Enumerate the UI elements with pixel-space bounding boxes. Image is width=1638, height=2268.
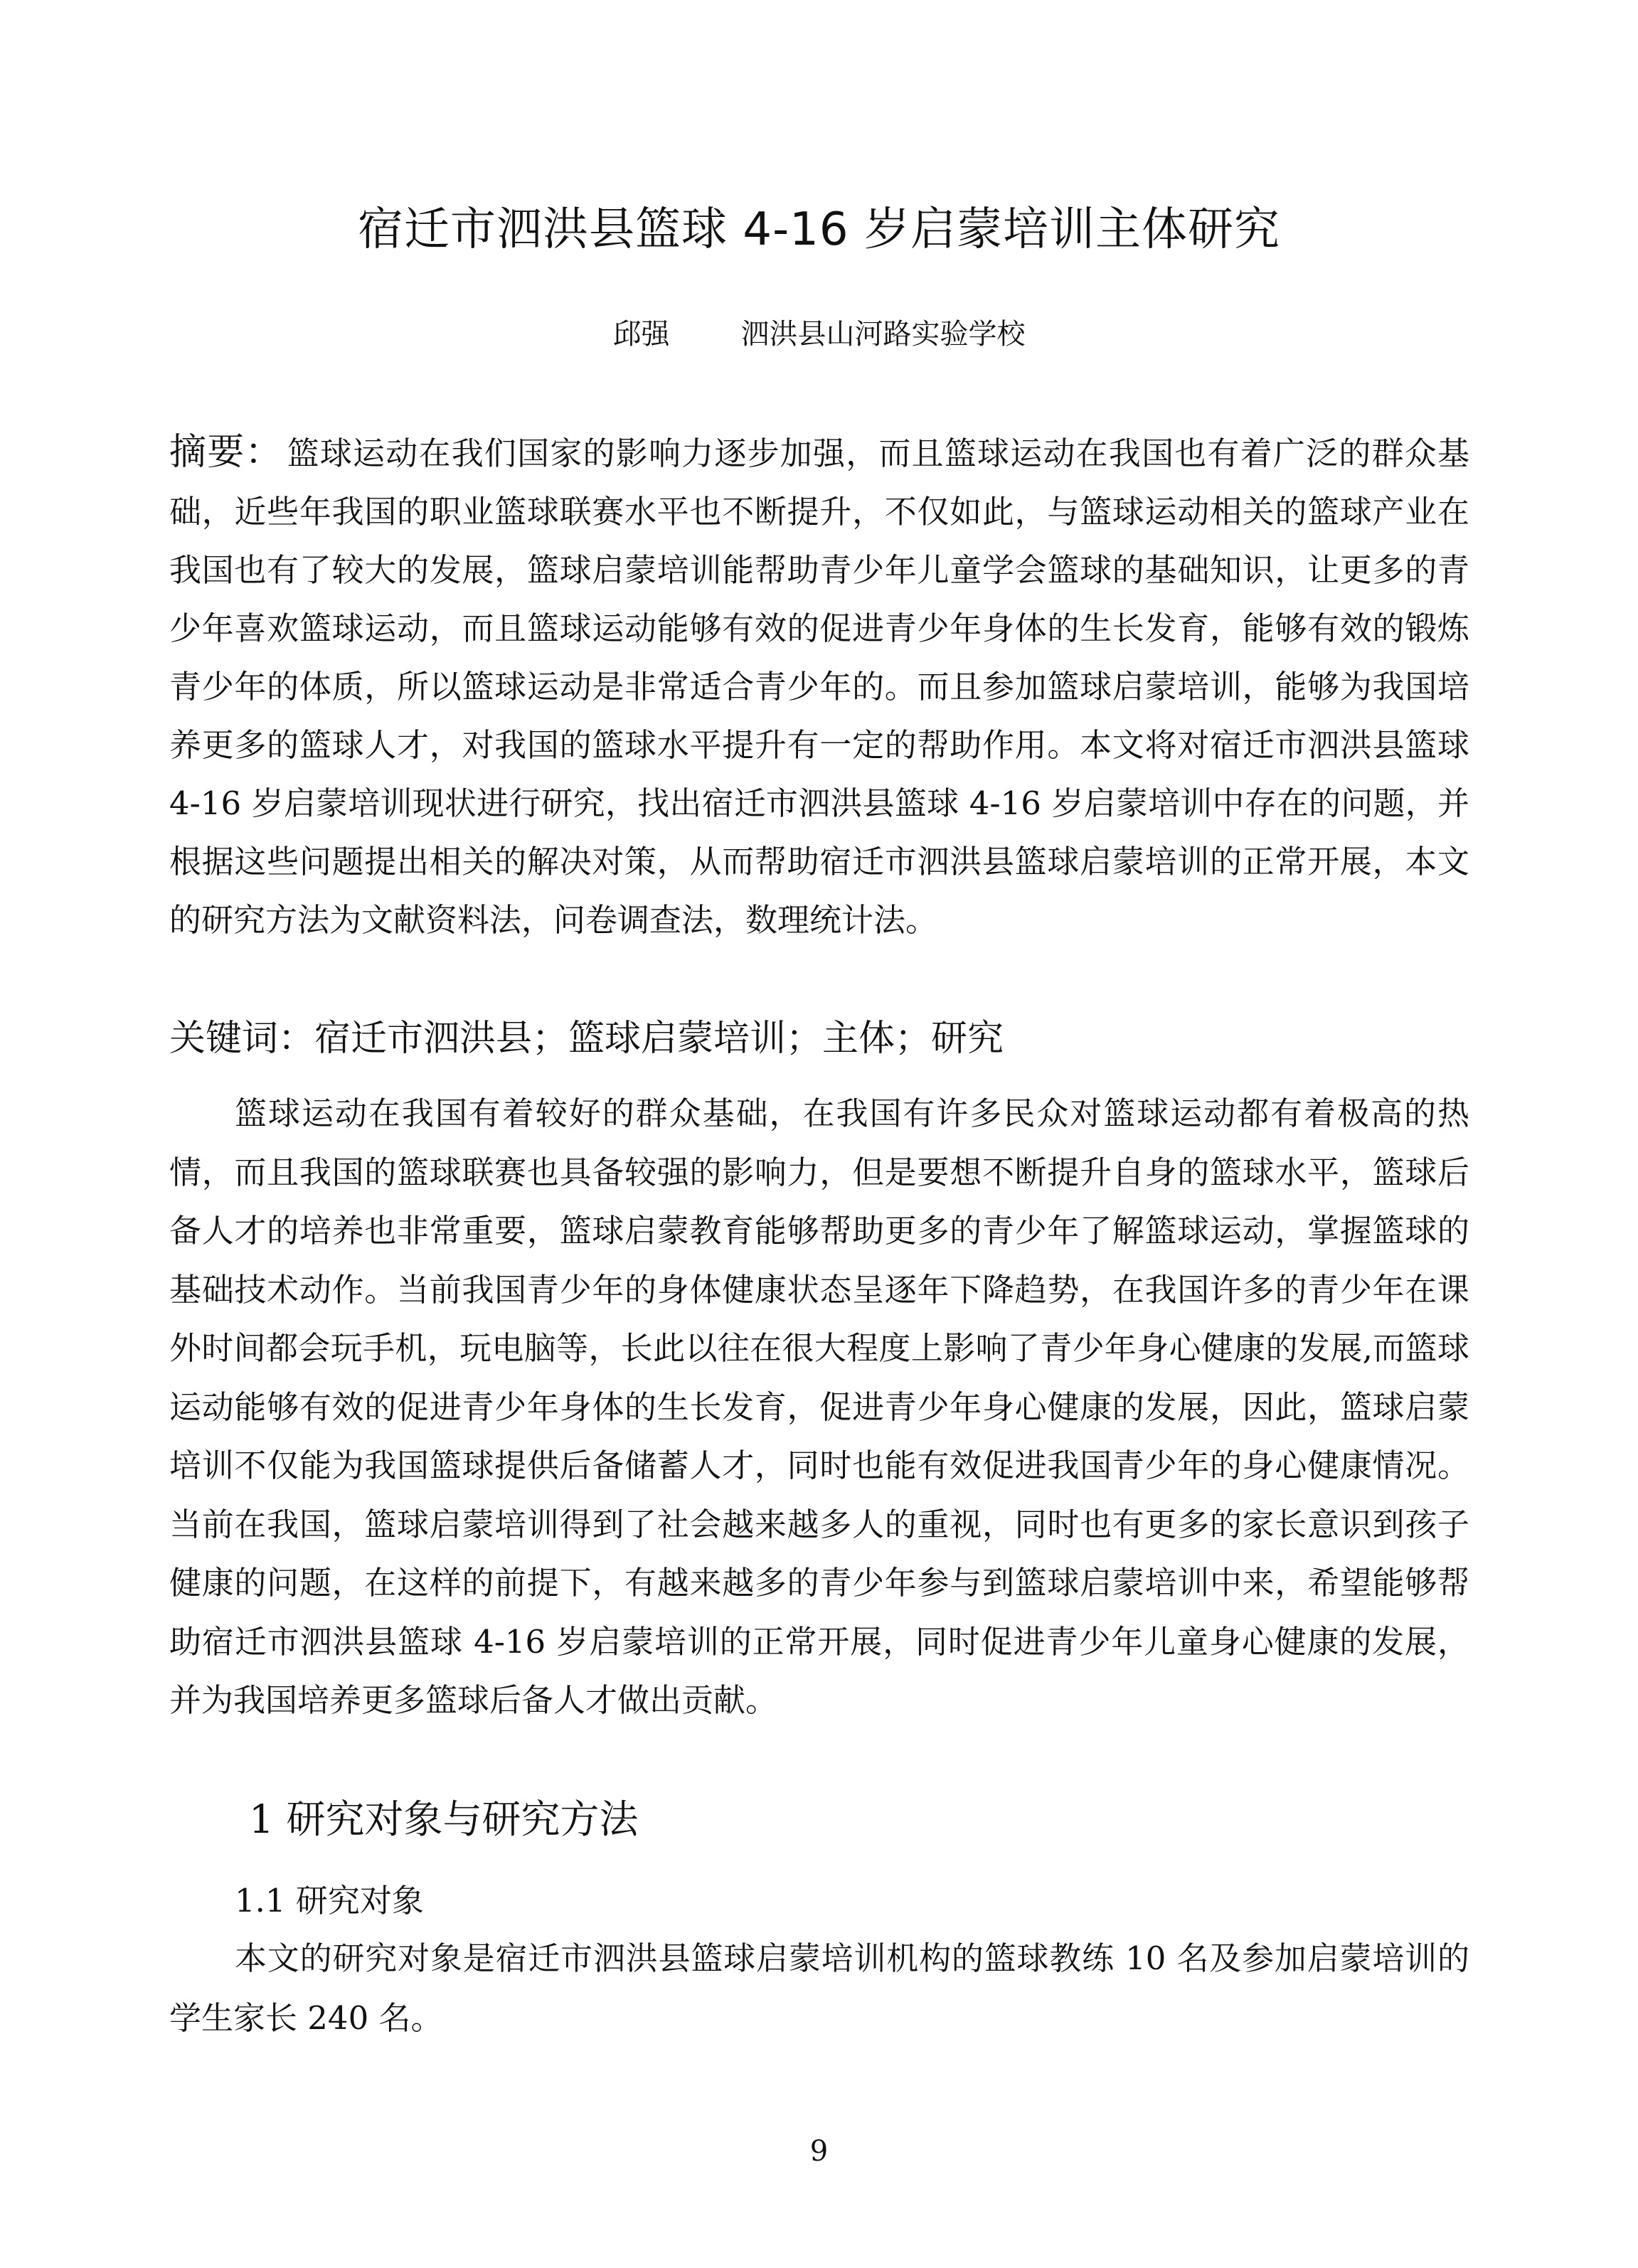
page-number: 9	[809, 2135, 829, 2168]
subsection-paragraph: 本文的研究对象是宿迁市泗洪县篮球启蒙培训机构的篮球教练 10 名及参加启蒙培训的学生家长 240 名。	[169, 1939, 1469, 2037]
section-heading: 1 研究对象与研究方法	[249, 1796, 639, 1842]
abstract-label: 摘要：	[169, 431, 283, 474]
abstract-paragraph	[169, 423, 1469, 949]
abstract-text: 篮球运动在我们国家的影响力逐步加强，而且篮球运动在我国也有着广泛的群众基础，近些年我国的职业篮球联赛水平也不断提升，不仅如此，与篮球运动相关的篮球产业在我国也有了较大的发展，篮球启蒙培训能帮助青少年儿童学会篮球的基础知识，让更多的青少年喜欢篮球运动，而且篮球运动能够有效的促进青少年身体的生长发育，能够有效的锻炼青少年的体质，所以篮球运动是非常适合青少年的。而且参加篮球启蒙培训，能够为我国培养更多的篮球人才，对我国的篮球水平提升有一定的帮助作用。本文将对宿迁市泗洪县篮球 4-16 岁启蒙培训现状进行研究，找出宿迁市泗洪县篮球 4-16 岁启蒙培训中存在的问题，并根据这些问题提出相关的解决对策，从而帮助宿迁市泗洪县篮球启蒙培训的正常开展，本文的研究方法为文献资料法，问卷调查法，数理统计法。	[169, 435, 1469, 939]
intro-paragraph: 篮球运动在我国有着较好的群众基础，在我国有许多民众对篮球运动都有着极高的热情，而且我国的篮球联赛也具备较强的影响力，但是要想不断提升自身的篮球水平，篮球后备人才的培养也非常重要，篮球启蒙教育能够帮助更多的青少年了解篮球运动，掌握篮球的基础技术动作。当前我国青少年的身体健康状态呈逐年下降趋势，在我国许多的青少年在课外时间都会玩手机，玩电脑等，长此以往在很大程度上影响了青少年身心健康的发展,而篮球运动能够有效的促进青少年身体的生长发育，促进青少年身心健康的发展，因此，篮球启蒙培训不仅能为我国篮球提供后备储蓄人才，同时也能有效促进我国青少年的身心健康情况。当前在我国，篮球启蒙培训得到了社会越来越多人的重视，同时也有更多的家长意识到孩子健康的问题，在这样的前提下，有越来越多的青少年参与到篮球启蒙培训中来，希望能够帮助宿迁市泗洪县篮球 4-16 岁启蒙培训的正常开展，同时促进青少年儿童身心健康的发展，并为我国培养更多篮球后备人才做出贡献。	[169, 1095, 1469, 1719]
author-name: 邱强	[612, 318, 670, 351]
keywords-line: 关键词：宿迁市泗洪县；篮球启蒙培训；主体；研究	[169, 1018, 1004, 1060]
subsection-heading: 1.1 研究对象	[235, 1882, 424, 1920]
byline	[0, 313, 1638, 356]
author-affiliation: 泗洪县山河路实验学校	[740, 318, 1026, 351]
paper-title: 宿迁市泗洪县篮球 4-16 岁启蒙培训主体研究	[358, 203, 1280, 256]
